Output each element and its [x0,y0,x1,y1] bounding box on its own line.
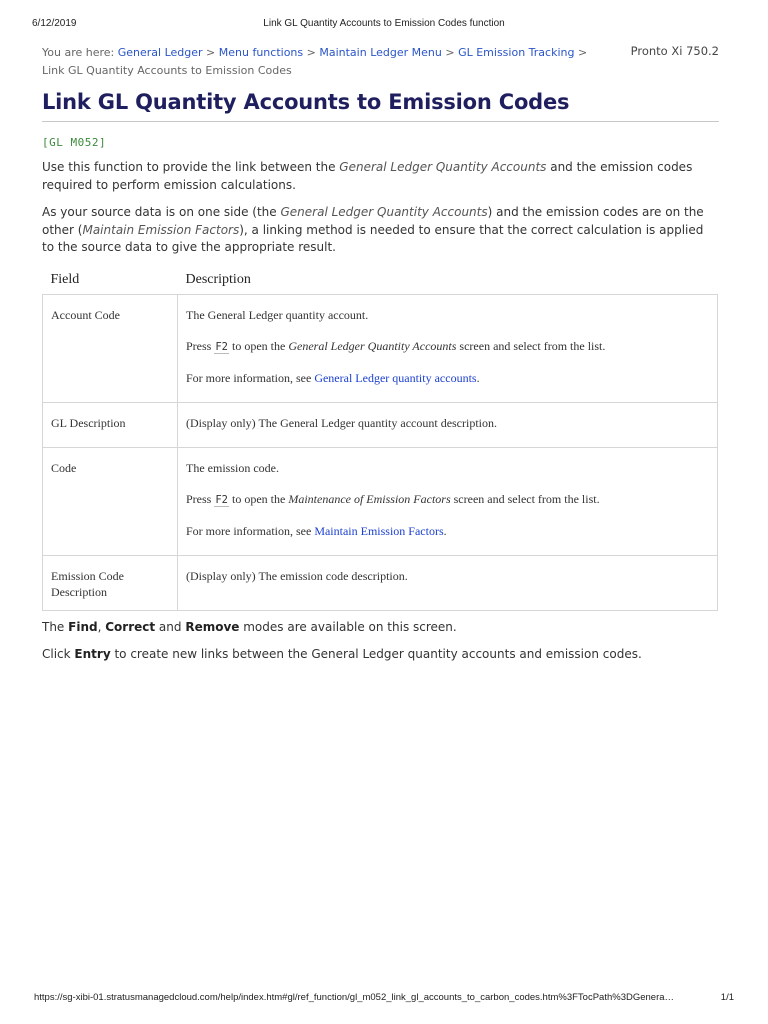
f2-key: F2 [215,340,228,353]
entry-text: to create new links between the General Ledger quantity accounts and emission codes. [110,647,642,661]
field-name: Code [43,447,178,555]
description-line [186,370,709,386]
description-line [186,523,709,539]
description-text: For more information, see [186,523,315,538]
find-mode-label: Find [68,619,98,634]
intro-emphasis: Maintain Emission Factors [82,222,240,237]
modes-text: modes are available on this screen. [239,619,457,634]
breadcrumb-separator: > [202,46,219,59]
breadcrumb-prefix: You are here: [42,46,118,59]
breadcrumb-separator: > [303,46,320,59]
intro-paragraph-1 [42,159,719,194]
breadcrumb-link-general-ledger[interactable]: General Ledger [117,46,203,59]
print-page-number: 1/1 [720,992,734,1003]
print-url: https://sg-xibi-01.stratusmanagedcloud.com/help/index.htm#gl/ref_function/gl_m052_link_gl_accounts_to_carbon_codes.htm%3FTocPath%3DGenera… [34,992,675,1003]
print-header [0,18,768,32]
description-line [186,338,709,355]
screen-name: Maintenance of Emission Factors [288,491,451,506]
column-header-field: Field [50,271,80,287]
topic-header [42,44,719,80]
intro-text: As your source data is on one side (the [42,205,281,219]
breadcrumb-link-menu-functions[interactable]: Menu functions [218,46,304,59]
description-text: Press [186,491,215,506]
page-title: Link GL Quantity Accounts to Emission Codes [42,90,719,122]
field-name: Account Code [43,294,178,402]
modes-text: The [42,619,69,634]
field-description [178,294,718,402]
entry-text: Click [42,647,75,661]
breadcrumb-current: Link GL Quantity Accounts to Emission Codes [42,64,292,77]
modes-text: and [155,619,186,634]
breadcrumb-link-maintain-ledger-menu[interactable]: Maintain Ledger Menu [319,46,442,59]
intro-text: Use this function to provide the link between the [42,160,340,174]
table-row [43,294,718,402]
description-text: to open the [229,338,289,353]
remove-mode-label: Remove [185,619,240,634]
description-text: screen and select from the list. [456,338,606,353]
print-footer [0,992,768,1006]
description-text: screen and select from the list. [450,491,600,506]
field-description [178,402,718,447]
intro-text: ), a linking method is needed to ensure that the correct calculation is applied to the source data to give the appropriate result. [42,222,704,254]
screen-name: General Ledger Quantity Accounts [288,338,457,353]
f2-key: F2 [215,493,228,506]
entry-mode-label: Entry [74,647,111,661]
description-text: Press [186,338,215,353]
field-name: GL Description [43,402,178,447]
product-version: Pronto Xi 750.2 [630,44,719,58]
breadcrumb-separator: > [441,46,459,59]
field-description [178,447,718,555]
intro-emphasis: General Ledger Quantity Accounts [280,205,488,219]
entry-paragraph [42,646,719,664]
print-title: Link GL Quantity Accounts to Emission Codes function [263,18,505,29]
function-code: [GL M052] [42,136,107,149]
breadcrumb-separator: > [574,46,588,59]
field-name: Emission Code Description [43,555,178,610]
link-maintain-emission-factors[interactable]: Maintain Emission Factors [314,523,444,538]
link-general-ledger-quantity-accounts[interactable]: General Ledger quantity accounts [314,370,477,385]
description-line: The General Ledger quantity account. [186,307,369,322]
description-line [186,491,709,508]
print-date: 6/12/2019 [32,18,77,29]
help-topic [42,44,719,664]
column-header-description: Description [185,271,251,287]
modes-paragraph [42,619,719,637]
description-line: The emission code. [186,460,279,475]
table-row [43,555,718,610]
field-table [42,267,718,611]
description-line: (Display only) The General Ledger quantity account description. [186,415,498,430]
intro-emphasis: General Ledger Quantity Accounts [339,160,547,174]
description-text: . [476,370,480,385]
intro-text: ) and the emission codes are on the other ( [42,205,704,237]
modes-text: , [97,619,106,634]
description-text: . [443,523,447,538]
description-text: For more information, see [186,370,315,385]
description-text: to open the [229,491,289,506]
breadcrumb [42,44,612,80]
description-line: (Display only) The emission code description. [186,568,408,583]
table-row [43,402,718,447]
breadcrumb-link-gl-emission-tracking[interactable]: GL Emission Tracking [458,46,575,59]
table-header-row [43,267,718,295]
correct-mode-label: Correct [105,619,156,634]
table-row [43,447,718,555]
field-description [178,555,718,610]
intro-paragraph-2 [42,204,719,257]
intro-text: and the emission codes required to perform emission calculations. [42,160,693,192]
